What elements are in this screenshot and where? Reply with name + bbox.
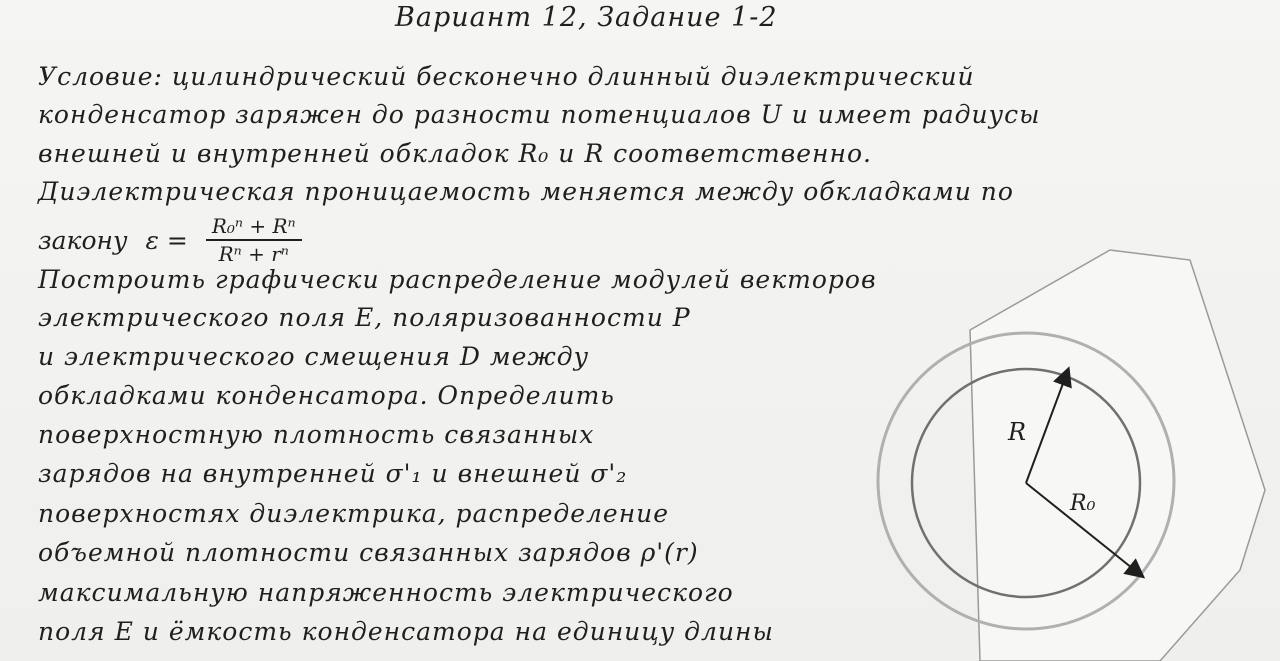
capacitor-cross-section <box>860 240 1280 661</box>
task-line: зарядов на внутренней σ'₁ и внешней σ'₂ <box>38 459 628 488</box>
problem-line: конденсатор заряжен до разности потенциалов U и имеет радиусы <box>38 100 1041 129</box>
problem-line: Диэлектрическая проницаемость меняется между обкладками по <box>38 177 1014 206</box>
formula-prefix: закону <box>38 225 128 255</box>
page-title: Вариант 12, Задание 1-2 <box>395 2 778 33</box>
task-line: поля E и ёмкость конденсатора на единицу длины <box>38 617 774 646</box>
formula-numerator: R₀ⁿ + Rⁿ <box>206 214 302 241</box>
task-line: электрического поля E, поляризованности P <box>38 303 691 332</box>
task-line: обкладками конденсатора. Определить <box>38 381 615 410</box>
permittivity-formula <box>38 214 302 266</box>
formula-lhs: ε = <box>145 225 188 255</box>
outer-radius-label: R₀ <box>1070 491 1096 516</box>
inner-radius-label: R <box>1008 418 1027 446</box>
formula-fraction <box>206 214 302 266</box>
paper-cutout-shape <box>970 250 1265 661</box>
problem-line: Условие: цилиндрический бесконечно длинный диэлектрический <box>38 62 975 91</box>
task-line: максимальную напряженность электрического <box>38 578 734 607</box>
task-line: поверхностях диэлектрика, распределение <box>38 499 670 528</box>
formula-denominator: Rⁿ + rⁿ <box>218 242 289 266</box>
task-line: объемной плотности связанных зарядов ρ'(r) <box>38 538 699 567</box>
task-line: и электрического смещения D между <box>38 342 590 371</box>
task-line: поверхностную плотность связанных <box>38 420 595 449</box>
problem-line: внешней и внутренней обкладок R₀ и R соответственно. <box>38 139 872 168</box>
task-line: Построить графически распределение модулей векторов <box>38 265 877 294</box>
